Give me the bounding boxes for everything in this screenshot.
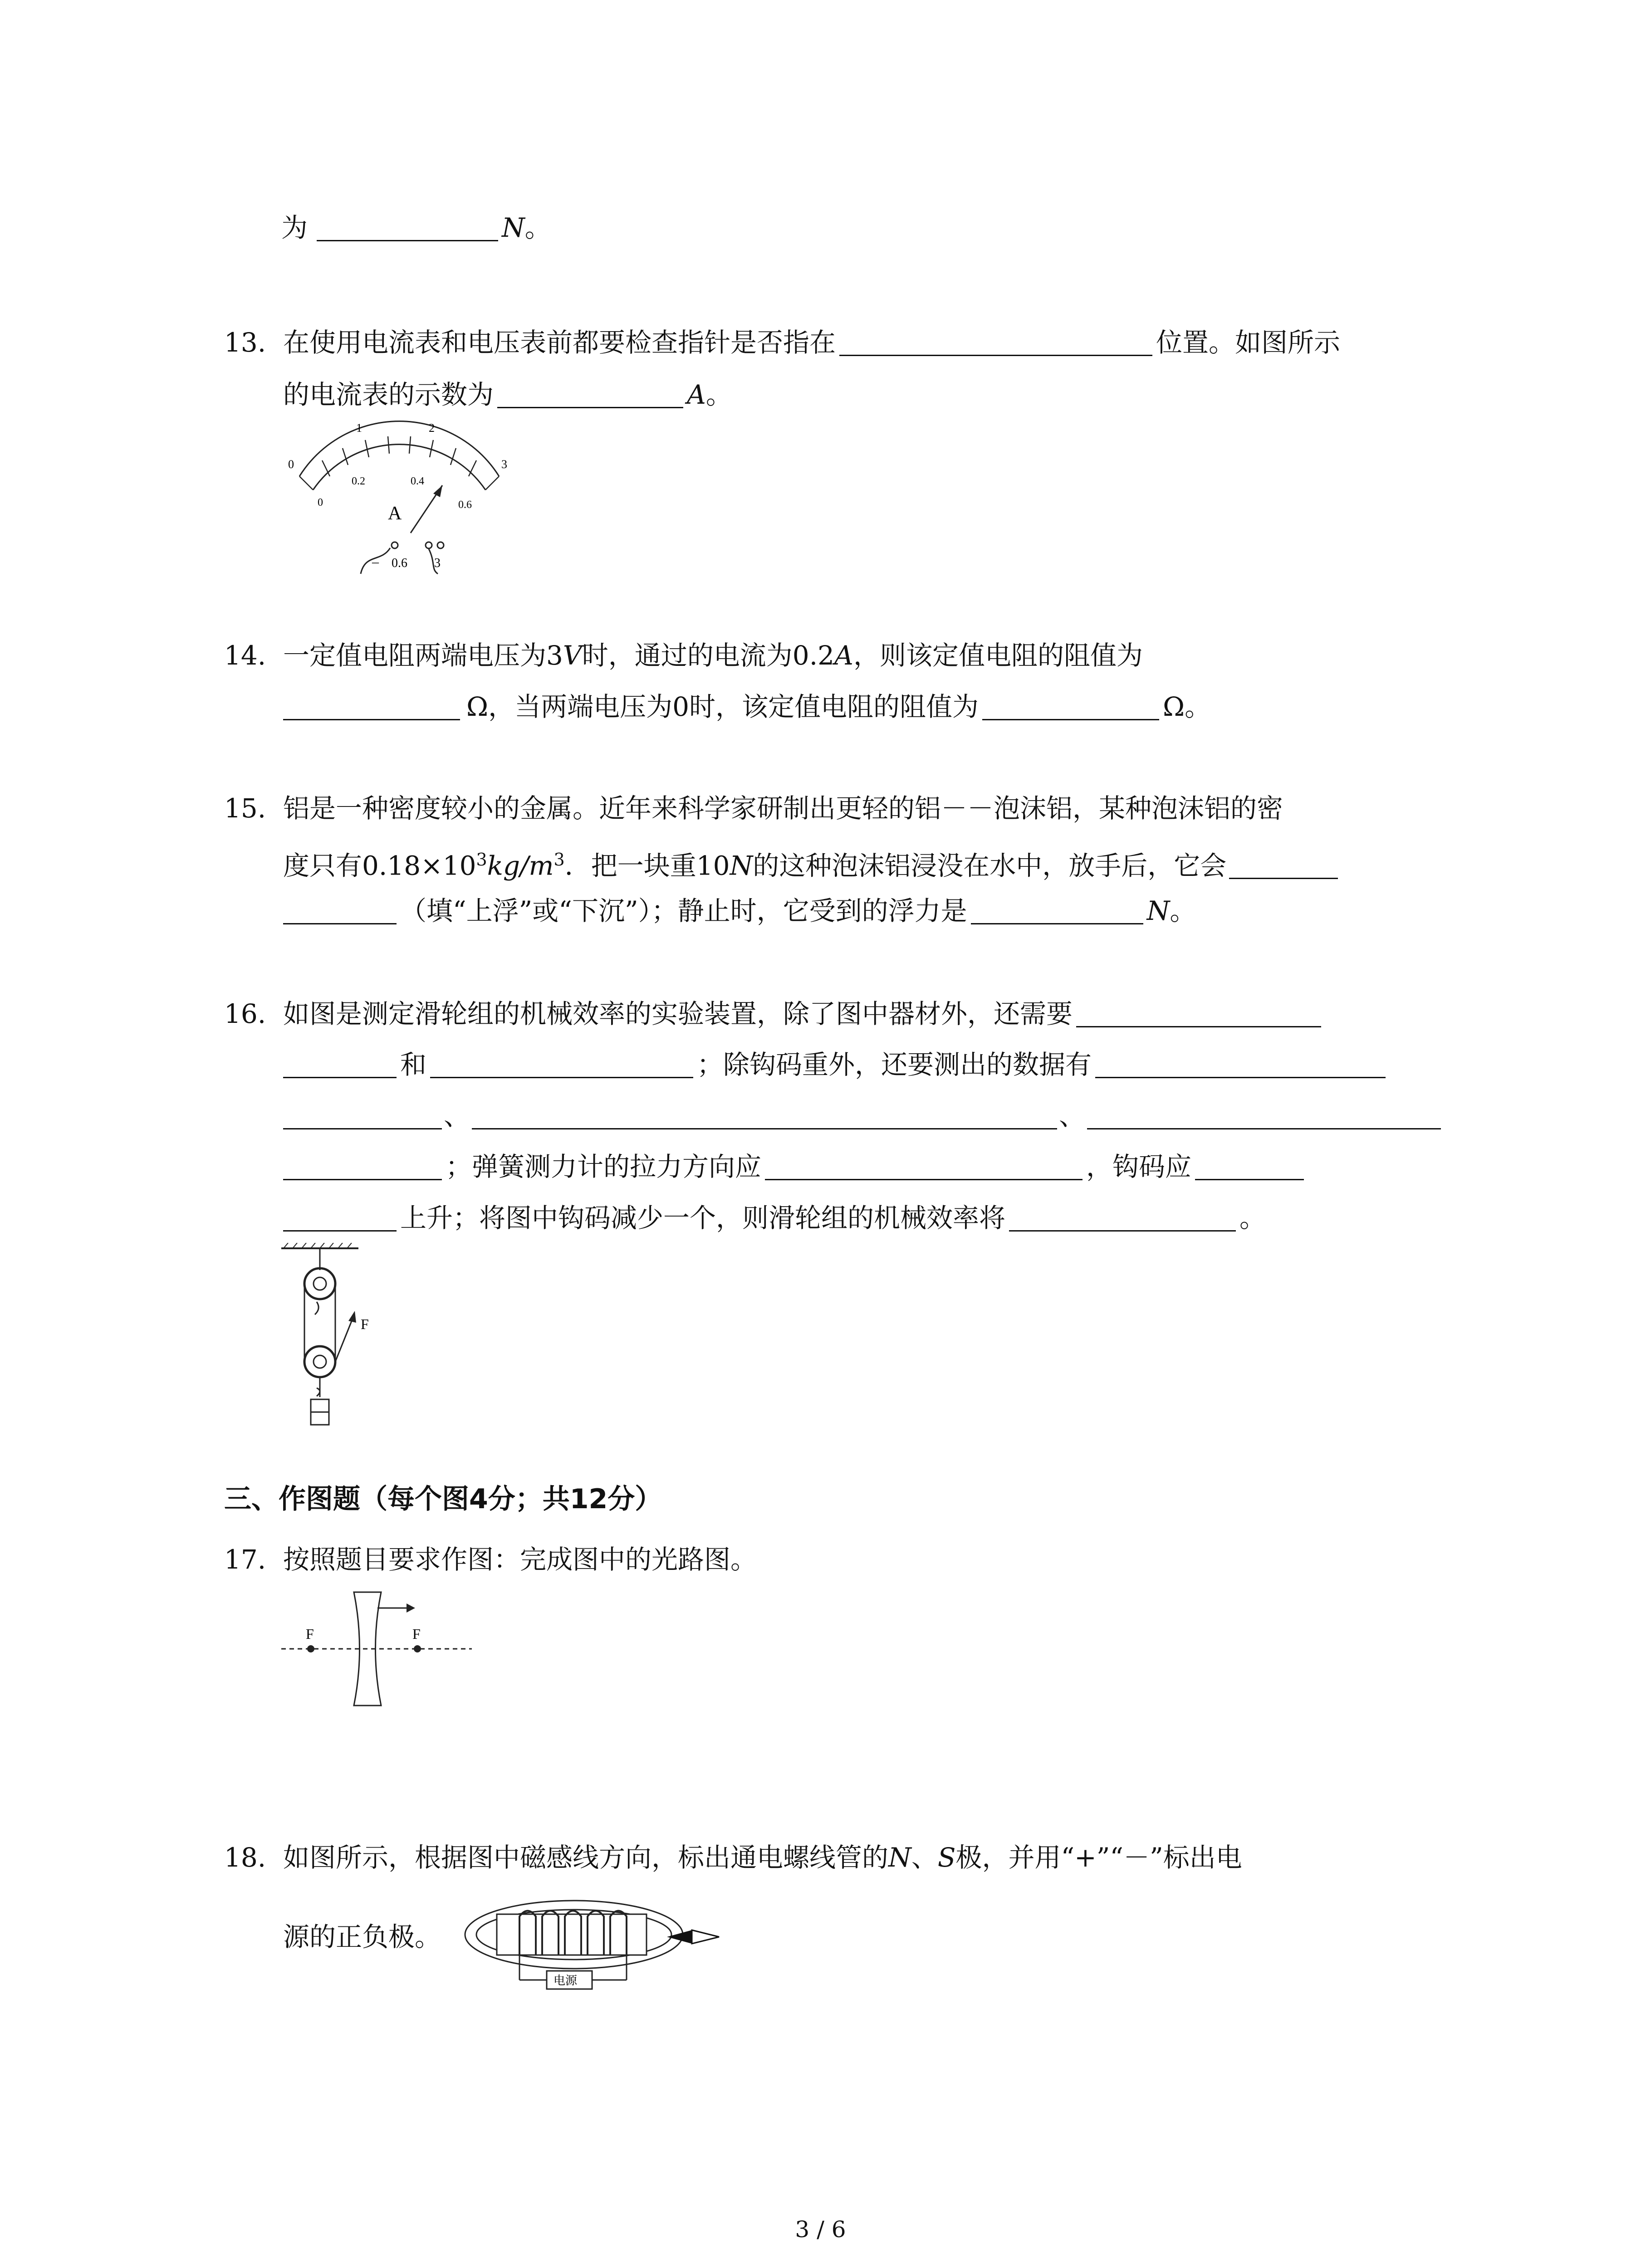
power-source-label: 电源 xyxy=(554,1974,578,1987)
answer-blank[interactable] xyxy=(839,327,1152,356)
terminal-3: 3 xyxy=(434,556,441,570)
movable-pulley xyxy=(304,1346,335,1377)
q14-line2: Ω，当两端电压为0时，该定值电阻的阻值为 Ω。 xyxy=(283,689,1211,725)
answer-blank[interactable] xyxy=(765,1151,1083,1180)
ammeter-figure xyxy=(279,417,515,581)
compass-needle-light xyxy=(692,1930,719,1944)
q13-line2: 的电流表的示数为 A。 xyxy=(283,379,732,410)
answer-blank[interactable] xyxy=(283,1202,397,1232)
page-number: 3 / 6 xyxy=(795,2216,846,2243)
hook-weight xyxy=(311,1399,329,1412)
scale-top-1: 1 xyxy=(356,421,362,435)
answer-blank[interactable] xyxy=(1087,1100,1441,1129)
q13-line1: 13. 在使用电流表和电压表前都要检查指针是否指在 位置。如图所示 xyxy=(224,327,1341,358)
q17-line: 17. 按照题目要求作图：完成图中的光路图。 xyxy=(224,1544,757,1575)
q16-line3: 、 、 xyxy=(283,1098,1441,1134)
focus-right xyxy=(414,1645,421,1652)
q14-line1: 14. 一定值电阻两端电压为3V时，通过的电流为0.2A，则该定值电阻的阻值为 xyxy=(224,640,1143,671)
q15-line2: 度只有$0.18\times 10^3kg/m^3$．把一块重10N的这种泡沫铝浸没在水中，放手后，它会 xyxy=(283,841,1338,884)
answer-blank[interactable] xyxy=(1095,1049,1386,1078)
answer-blank[interactable] xyxy=(971,895,1143,924)
answer-blank[interactable] xyxy=(283,1049,397,1078)
answer-blank[interactable] xyxy=(472,1100,1057,1129)
solenoid-figure xyxy=(460,1889,742,1998)
answer-blank[interactable] xyxy=(430,1049,693,1078)
q16-line2: 和 ；除钩码重外，还要测出的数据有 xyxy=(283,1046,1386,1083)
q16-line5: 上升；将图中钩码减少一个，则滑轮组的机械效率将 。 xyxy=(283,1200,1266,1236)
terminal-minus: – xyxy=(372,554,379,569)
meter-symbol: A xyxy=(388,503,402,524)
scale-bottom-0: 0 xyxy=(318,497,323,508)
scale-top-2: 2 xyxy=(429,421,435,435)
needle-tip xyxy=(433,485,442,497)
answer-blank[interactable] xyxy=(283,1151,442,1180)
terminal-06: 0.6 xyxy=(392,556,407,570)
focus-right-label: F xyxy=(412,1626,421,1642)
q15-line3: （填“上浮”或“下沉”）；静止时，它受到的浮力是 N。 xyxy=(283,893,1196,929)
q18-line2: 源的正负极。 xyxy=(283,1921,441,1952)
focus-left xyxy=(307,1645,314,1652)
scale-bottom-3: 0.6 xyxy=(458,499,472,511)
answer-blank[interactable] xyxy=(1076,998,1321,1027)
answer-blank[interactable] xyxy=(283,895,397,924)
answer-blank[interactable] xyxy=(317,212,498,241)
scale-top-3: 3 xyxy=(501,458,507,471)
q18-line1: 18. 如图所示，根据图中磁感线方向，标出通电螺线管的N、S极，并用“+”“－”标出电 xyxy=(224,1842,1242,1873)
answer-blank[interactable] xyxy=(497,379,683,408)
answer-blank[interactable] xyxy=(1009,1202,1236,1232)
pulley-figure xyxy=(277,1243,386,1442)
q16-line4: ；弹簧测力计的拉力方向应 ，钩码应 xyxy=(283,1149,1304,1185)
scale-bottom-1: 0.2 xyxy=(352,475,365,487)
force-arrow xyxy=(348,1311,356,1323)
answer-blank[interactable] xyxy=(982,691,1159,720)
q15-line1: 15. 铝是一种密度较小的金属。近年来科学家研制出更轻的铝－－泡沫铝，某种泡沫铝的密 xyxy=(224,793,1283,824)
force-label: F xyxy=(361,1316,369,1332)
q12-tail: 为 N。 xyxy=(281,212,551,243)
section-heading: 三、作图题（每个图4分；共12分） xyxy=(224,1483,662,1515)
concave-lens-figure xyxy=(277,1590,476,1708)
answer-blank[interactable] xyxy=(283,1100,442,1129)
answer-blank[interactable] xyxy=(1229,850,1338,879)
fixed-pulley xyxy=(304,1268,335,1299)
scale-top-0: 0 xyxy=(288,458,294,471)
scale-bottom-2: 0.4 xyxy=(411,475,424,487)
answer-blank[interactable] xyxy=(1195,1151,1304,1180)
focus-left-label: F xyxy=(306,1626,314,1642)
answer-blank[interactable] xyxy=(283,691,460,720)
q16-line1: 16. 如图是测定滑轮组的机械效率的实验装置，除了图中器材外，还需要 xyxy=(224,996,1321,1032)
